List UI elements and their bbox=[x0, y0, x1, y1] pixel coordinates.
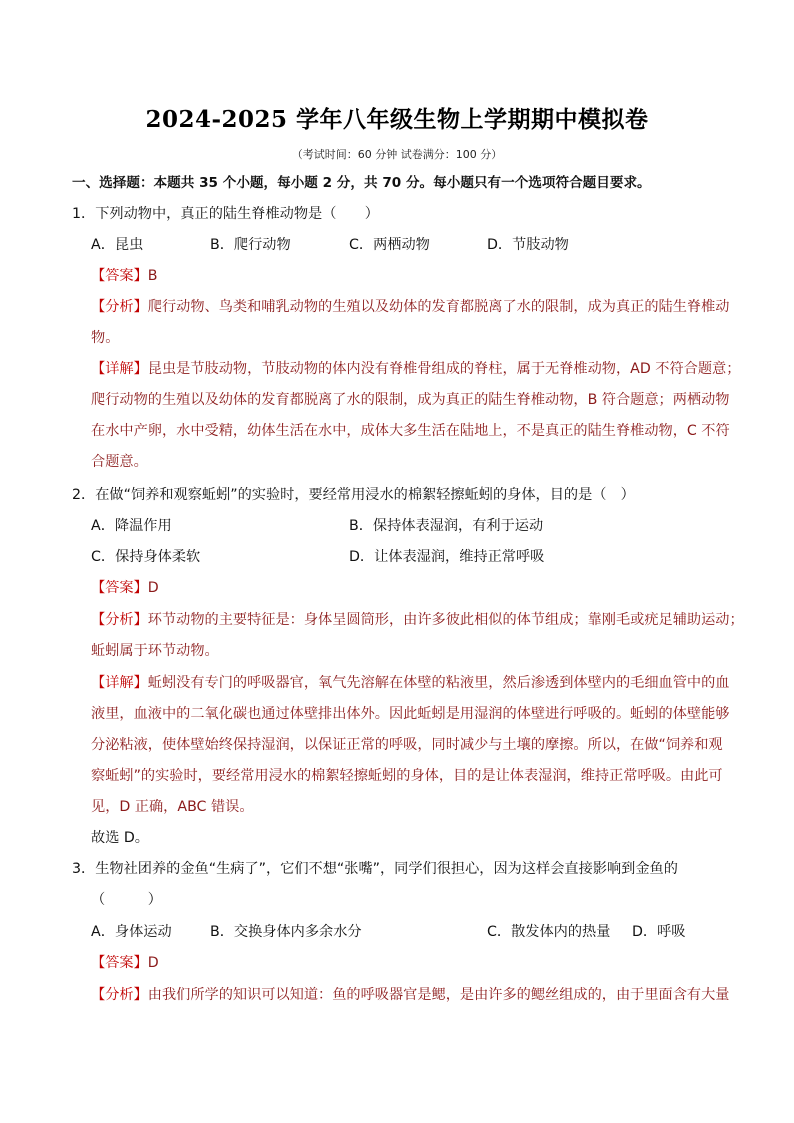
detail-text: 合题意。 bbox=[91, 454, 148, 470]
detail-text: 察蚯蚓”的实验时，要经常用浸水的棉絮轻擦蚯蚓的身体，目的是让体表湿润，维持正常呼吸。由此可 bbox=[91, 768, 723, 784]
question-1-detail bbox=[91, 359, 740, 379]
question-2-answer bbox=[91, 578, 159, 598]
detail-text: 液里，血液中的二氧化碳也通过体壁排出体外。因此蚯蚓是用湿润的体壁进行呼吸的。蚯蚓的体壁能够 bbox=[91, 706, 730, 722]
detail-text: 在水中产卵，水中受精，幼体生活在水中，成体大多生活在陆地上，不是真正的陆生脊椎动物，C 不符 bbox=[91, 423, 730, 439]
question-3-stem-cont: （ ） bbox=[91, 892, 162, 908]
question-2-stem: 2．在做“饲养和观察蚯蚓”的实验时，要经常用浸水的棉絮轻擦蚯蚓的身体，目的是（ ） bbox=[72, 487, 635, 503]
detail-text: 分泌粘液，使体壁始终保持湿润，以保证正常的呼吸，同时减少与土壤的摩擦。所以，在做“饲养和观 bbox=[91, 737, 723, 753]
question-2-conclusion: 故选 D。 bbox=[91, 830, 149, 846]
question-2-option-b: B．保持体表湿润，有利于运动 bbox=[349, 518, 544, 534]
section-heading: 一、选择题：本题共 35 个小题，每小题 2 分，共 70 分。每小题只有一个选项符合题目要求。 bbox=[72, 175, 651, 191]
question-1-option-d: D．节肢动物 bbox=[487, 237, 569, 253]
detail-text: 见，D 正确，ABC 错误。 bbox=[91, 799, 254, 815]
detail-text: 昆虫是节肢动物，节肢动物的体内没有脊椎骨组成的脊柱，属于无脊椎动物，AD 不符合题意； bbox=[147, 361, 741, 377]
question-1-stem: 1．下列动物中，真正的陆生脊椎动物是（ ） bbox=[72, 206, 379, 222]
question-3-answer bbox=[91, 953, 159, 973]
analysis-tag: 【分析】 bbox=[91, 299, 148, 315]
question-2-option-c: C．保持身体柔软 bbox=[91, 549, 201, 565]
detail-text: 蚯蚓没有专门的呼吸器官，氧气先溶解在体壁的粘液里，然后渗透到体壁内的毛细血管中的血 bbox=[147, 675, 730, 691]
analysis-tag: 【分析】 bbox=[91, 987, 148, 1003]
question-2-detail bbox=[91, 673, 729, 693]
question-2-option-a: A．降温作用 bbox=[91, 518, 172, 534]
answer-tag: 【答案】 bbox=[91, 268, 148, 284]
analysis-text: 由我们所学的知识可以知道：鱼的呼吸器官是鳃，是由许多的鳃丝组成的，由于里面含有大量 bbox=[147, 987, 730, 1003]
question-2-option-d: D．让体表湿润，维持正常呼吸 bbox=[349, 549, 545, 565]
question-3-option-d: D．呼吸 bbox=[632, 924, 686, 940]
answer-value: D bbox=[147, 580, 159, 596]
detail-tag: 【详解】 bbox=[91, 361, 148, 377]
question-3-stem: 3．生物社团养的金鱼“生病了”，它们不想“张嘴”，同学们很担心，因为这样会直接影响到金鱼的 bbox=[72, 861, 678, 877]
analysis-text: 环节动物的主要特征是：身体呈圆筒形，由许多彼此相似的体节组成；靠刚毛或疣足辅助运动； bbox=[147, 612, 744, 628]
exam-subtitle: （考试时间：60 分钟 试卷满分：100 分） bbox=[291, 148, 503, 161]
answer-tag: 【答案】 bbox=[91, 955, 148, 971]
question-3-option-a: A．身体运动 bbox=[91, 924, 172, 940]
question-1-option-a: A．昆虫 bbox=[91, 237, 144, 253]
detail-text: 爬行动物的生殖以及幼体的发育都脱离了水的限制，成为真正的陆生脊椎动物，B 符合题意；两栖动物 bbox=[91, 392, 730, 408]
analysis-text: 爬行动物、鸟类和哺乳动物的生殖以及幼体的发育都脱离了水的限制，成为真正的陆生脊椎动 bbox=[147, 299, 730, 315]
detail-tag: 【详解】 bbox=[91, 675, 148, 691]
question-1-option-b: B．爬行动物 bbox=[210, 237, 291, 253]
answer-tag: 【答案】 bbox=[91, 580, 148, 596]
answer-value: D bbox=[147, 955, 159, 971]
question-2-analysis bbox=[91, 610, 744, 630]
question-3-option-c: C．散发体内的热量 bbox=[487, 924, 611, 940]
question-3-option-b: B．交换身体内多余水分 bbox=[210, 924, 362, 940]
exam-title: 2024-2025 学年八年级生物上学期期中模拟卷 bbox=[145, 106, 649, 133]
analysis-tag: 【分析】 bbox=[91, 612, 148, 628]
analysis-text: 物。 bbox=[91, 330, 120, 346]
analysis-text: 蚯蚓属于环节动物。 bbox=[91, 643, 219, 659]
question-3-analysis bbox=[91, 985, 729, 1005]
question-1-answer bbox=[91, 266, 158, 286]
question-1-analysis bbox=[91, 297, 729, 317]
answer-value: B bbox=[147, 268, 158, 284]
question-1-option-c: C．两栖动物 bbox=[349, 237, 430, 253]
